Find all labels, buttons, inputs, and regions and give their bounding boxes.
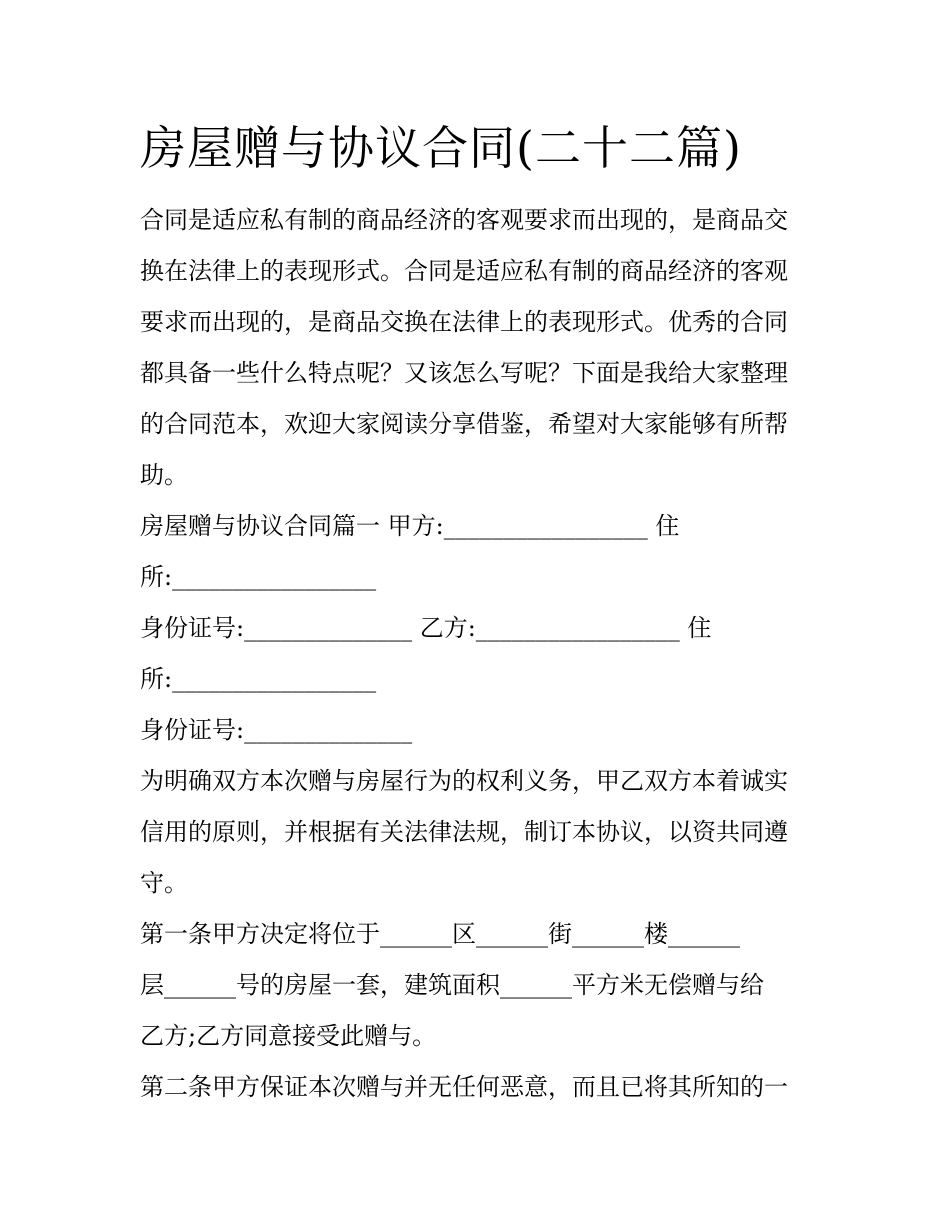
body-line: 换在法律上的表现形式。合同是适应私有制的商品经济的客观 (140, 257, 788, 285)
body-line: 守。 (140, 869, 188, 897)
body-line: 为明确双方本次赠与房屋行为的权利义务，甲乙双方本着诚实 (140, 767, 788, 795)
document-title: 房屋赠与协议合同(二十二篇) (140, 121, 742, 175)
body-line: 信用的原则，并根据有关法律法规，制订本协议，以资共同遵 (140, 818, 788, 846)
body-line: 都具备一些什么特点呢？又该怎么写呢？下面是我给大家整理 (140, 359, 788, 387)
body-line: 的合同范本，欢迎大家阅读分享借鉴，希望对大家能够有所帮 (140, 410, 788, 438)
body-line: 助。 (140, 461, 188, 489)
body-line: 合同是适应私有制的商品经济的客观要求而出现的，是商品交 (140, 206, 788, 234)
body-line: 所:_________________ (140, 563, 377, 591)
body-line: 要求而出现的，是商品交换在法律上的表现形式。优秀的合同 (140, 308, 788, 336)
body-line: 所:_________________ (140, 665, 377, 693)
body-line: 身份证号:______________ (140, 716, 413, 744)
body-line: 身份证号:______________ 乙方:_________________ 住 (140, 614, 712, 642)
body-line: 层______号的房屋一套，建筑面积______平方米无偿赠与给 (140, 971, 764, 999)
body-line: 乙方;乙方同意接受此赠与。 (140, 1022, 437, 1050)
body-line: 第二条甲方保证本次赠与并无任何恶意，而且已将其所知的一 (140, 1073, 788, 1101)
body-line: 第一条甲方决定将位于______区______街______楼______ (140, 920, 740, 948)
body-line: 房屋赠与协议合同篇一 甲方:_________________ 住 (140, 512, 680, 540)
